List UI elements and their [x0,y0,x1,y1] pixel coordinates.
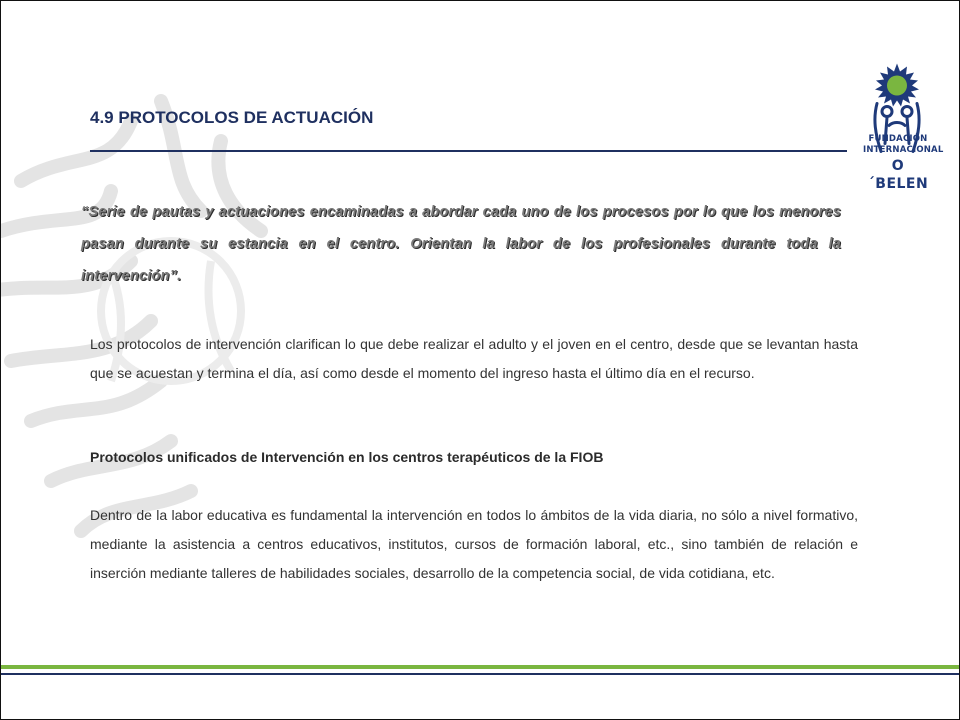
logo-line-2: INTERNACIONAL [863,145,944,155]
page-title: 4.9 PROTOCOLOS DE ACTUACIÓN [90,108,374,127]
footer-blue-line [1,673,959,675]
title-underline [90,150,847,152]
logo-line-1: FUNDACIÓN [868,134,928,144]
footer-green-bar [1,665,959,669]
section-subheading: Protocolos unificados de Intervención en los centros terapéuticos de la FIOB [90,449,604,465]
logo-line-3: O´BELEN [867,158,929,192]
logo-wordmark [863,134,944,193]
intro-paragraph: Los protocolos de intervención clarifican lo que debe realizar el adulto y el joven en el centro, desde que se levantan hasta que se acuestan y termina el día, así como desde el momento del ingreso hasta el último día en el recurso. [90,336,858,381]
definition-quote: “Serie de pautas y actuaciones encaminadas a abordar cada uno de los procesos por lo que los menores pasan durante su estancia en el centro. Orientan la labor de los profesionales durante toda la intervención”. [81,204,841,284]
body-paragraph: Dentro de la labor educativa es fundamental la intervención en todos lo ámbitos de la vida diaria, no sólo a nivel formativo, mediante la asistencia a centros educativos, institutos, cursos de formación laboral, etc., sino también de relación e inserción mediante talleres de habilidades sociales, desarrollo de la competencia social, de vida cotidiana, etc. [90,507,858,581]
sun-watermark-icon [0,61,321,561]
